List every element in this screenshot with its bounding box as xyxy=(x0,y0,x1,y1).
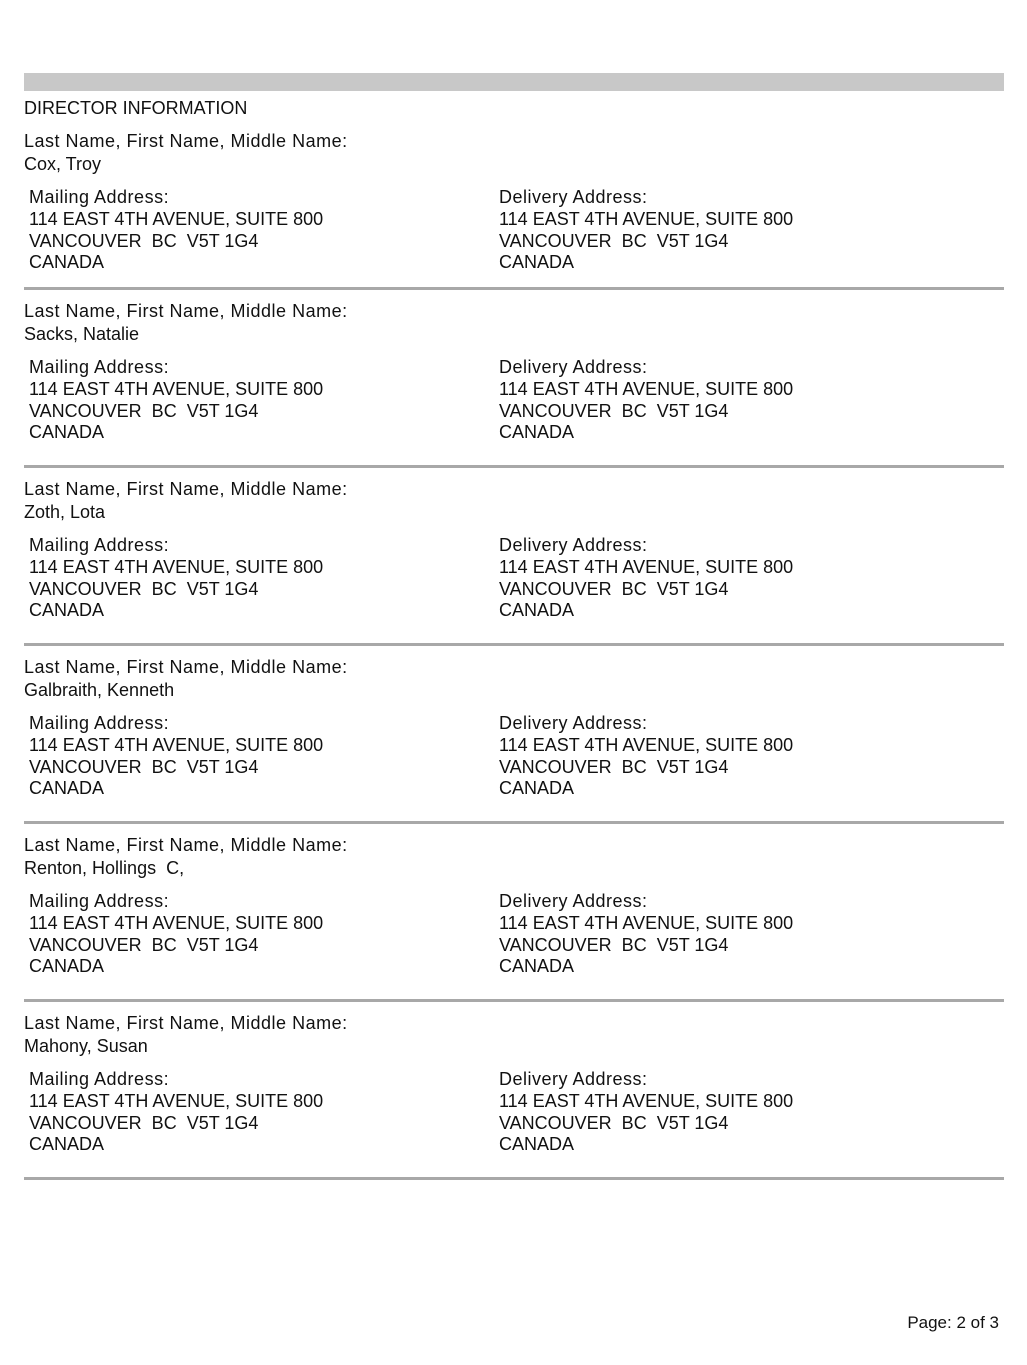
delivery-address-label: Delivery Address: xyxy=(499,187,648,207)
delivery-address-label: Delivery Address: xyxy=(499,891,648,911)
address-country: CANADA xyxy=(29,956,105,976)
director-name: Cox, Troy xyxy=(24,154,102,174)
name-label: Last Name, First Name, Middle Name: xyxy=(24,131,348,151)
name-label: Last Name, First Name, Middle Name: xyxy=(24,301,348,321)
director-name: Zoth, Lota xyxy=(24,502,106,522)
mailing-address xyxy=(24,355,494,444)
address-city: VANCOUVER BC V5T 1G4 xyxy=(29,1112,259,1133)
mailing-address-label: Mailing Address: xyxy=(29,187,170,207)
name-label: Last Name, First Name, Middle Name: xyxy=(24,479,348,499)
mailing-address xyxy=(24,889,494,978)
address-street: 114 EAST 4TH AVENUE, SUITE 800 xyxy=(499,379,794,399)
delivery-address-label: Delivery Address: xyxy=(499,357,648,377)
section-title: DIRECTOR INFORMATION xyxy=(24,98,248,118)
address-city: VANCOUVER BC V5T 1G4 xyxy=(499,1112,729,1133)
delivery-address-label: Delivery Address: xyxy=(499,713,648,733)
address-country: CANADA xyxy=(499,956,575,976)
address-country: CANADA xyxy=(499,778,575,798)
name-label: Last Name, First Name, Middle Name: xyxy=(24,1013,348,1033)
address-country: CANADA xyxy=(29,252,105,272)
address-city: VANCOUVER BC V5T 1G4 xyxy=(29,400,259,421)
director-entry xyxy=(24,655,1004,824)
address-street: 114 EAST 4TH AVENUE, SUITE 800 xyxy=(29,913,324,933)
address-street: 114 EAST 4TH AVENUE, SUITE 800 xyxy=(29,1091,324,1111)
mailing-address-label: Mailing Address: xyxy=(29,1069,170,1089)
address-street: 114 EAST 4TH AVENUE, SUITE 800 xyxy=(29,735,324,755)
mailing-address xyxy=(24,711,494,800)
address-row xyxy=(24,711,1004,800)
director-name: Mahony, Susan xyxy=(24,1036,148,1056)
address-country: CANADA xyxy=(499,600,575,620)
director-entry xyxy=(24,129,1004,290)
address-street: 114 EAST 4TH AVENUE, SUITE 800 xyxy=(499,557,794,577)
delivery-address xyxy=(494,355,964,444)
address-row xyxy=(24,533,1004,622)
mailing-address-label: Mailing Address: xyxy=(29,891,170,911)
address-city: VANCOUVER BC V5T 1G4 xyxy=(499,578,729,599)
director-entry xyxy=(24,477,1004,646)
director-entry xyxy=(24,299,1004,468)
address-row xyxy=(24,185,1004,274)
address-country: CANADA xyxy=(499,422,575,442)
page-number: Page: 2 of 3 xyxy=(907,1313,999,1332)
director-entry xyxy=(24,1011,1004,1180)
name-label: Last Name, First Name, Middle Name: xyxy=(24,835,348,855)
address-street: 114 EAST 4TH AVENUE, SUITE 800 xyxy=(499,735,794,755)
address-street: 114 EAST 4TH AVENUE, SUITE 800 xyxy=(499,209,794,229)
address-city: VANCOUVER BC V5T 1G4 xyxy=(29,230,259,251)
delivery-address xyxy=(494,1067,964,1156)
address-city: VANCOUVER BC V5T 1G4 xyxy=(29,934,259,955)
address-country: CANADA xyxy=(499,1134,575,1154)
director-section xyxy=(24,73,1004,1189)
address-street: 114 EAST 4TH AVENUE, SUITE 800 xyxy=(29,209,324,229)
mailing-address xyxy=(24,185,494,274)
section-header-bar xyxy=(24,73,1004,91)
director-list xyxy=(24,129,1004,1180)
address-country: CANADA xyxy=(29,778,105,798)
mailing-address xyxy=(24,533,494,622)
address-country: CANADA xyxy=(499,252,575,272)
delivery-address xyxy=(494,889,964,978)
director-name: Sacks, Natalie xyxy=(24,324,140,344)
delivery-address-label: Delivery Address: xyxy=(499,1069,648,1089)
address-city: VANCOUVER BC V5T 1G4 xyxy=(499,230,729,251)
delivery-address xyxy=(494,711,964,800)
address-country: CANADA xyxy=(29,600,105,620)
address-city: VANCOUVER BC V5T 1G4 xyxy=(499,756,729,777)
delivery-address-label: Delivery Address: xyxy=(499,535,648,555)
mailing-address xyxy=(24,1067,494,1156)
director-name: Galbraith, Kenneth xyxy=(24,680,175,700)
director-name: Renton, Hollings C, xyxy=(24,858,185,878)
address-row xyxy=(24,889,1004,978)
delivery-address xyxy=(494,533,964,622)
mailing-address-label: Mailing Address: xyxy=(29,713,170,733)
address-street: 114 EAST 4TH AVENUE, SUITE 800 xyxy=(499,913,794,933)
director-entry xyxy=(24,833,1004,1002)
mailing-address-label: Mailing Address: xyxy=(29,357,170,377)
address-row xyxy=(24,1067,1004,1156)
delivery-address xyxy=(494,185,964,274)
address-city: VANCOUVER BC V5T 1G4 xyxy=(499,400,729,421)
name-label: Last Name, First Name, Middle Name: xyxy=(24,657,348,677)
address-city: VANCOUVER BC V5T 1G4 xyxy=(499,934,729,955)
address-city: VANCOUVER BC V5T 1G4 xyxy=(29,756,259,777)
address-street: 114 EAST 4TH AVENUE, SUITE 800 xyxy=(29,379,324,399)
address-country: CANADA xyxy=(29,1134,105,1154)
mailing-address-label: Mailing Address: xyxy=(29,535,170,555)
address-street: 114 EAST 4TH AVENUE, SUITE 800 xyxy=(499,1091,794,1111)
address-row xyxy=(24,355,1004,444)
address-street: 114 EAST 4TH AVENUE, SUITE 800 xyxy=(29,557,324,577)
address-city: VANCOUVER BC V5T 1G4 xyxy=(29,578,259,599)
address-country: CANADA xyxy=(29,422,105,442)
